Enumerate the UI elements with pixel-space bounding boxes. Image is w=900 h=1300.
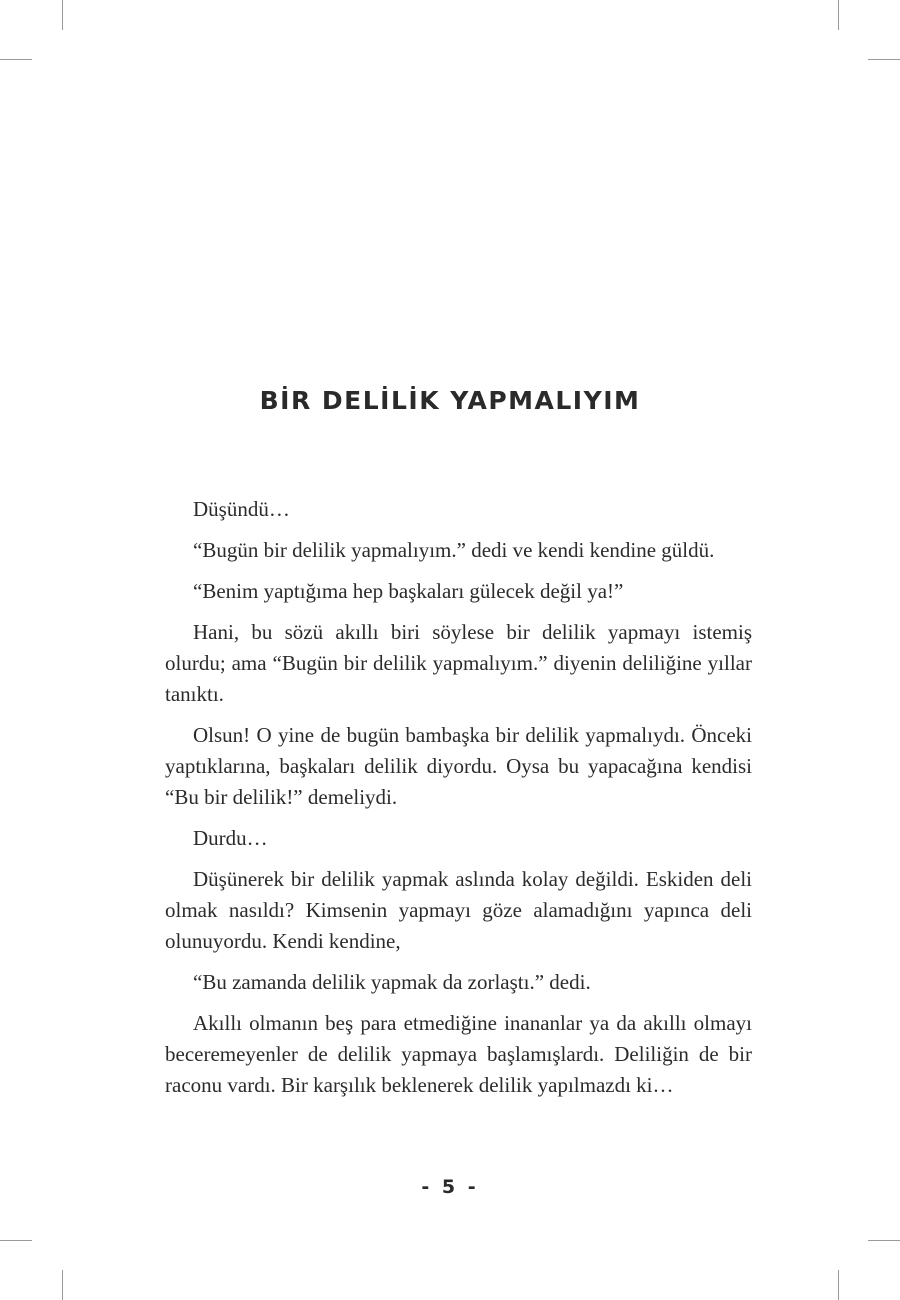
page-number: - 5 - — [421, 1176, 479, 1198]
crop-mark-top-right — [838, 0, 839, 30]
paragraph: Akıllı olmanın beş para etmediğine inananlar ya da akıllı olmayı beceremeyenler de delilik yapmaya başlamışlardı. Deliliğin de bir raconu vardı. Bir karşılık beklenerek delilik yapılmazdı ki… — [165, 1011, 752, 1097]
paragraph: Olsun! O yine de bugün bambaşka bir delilik yapmalıydı. Önceki yaptıklarına, başkaları delilik diyordu. Oysa bu yapacağına kendisi “Bu bir delilik!” demeliydi. — [165, 723, 752, 809]
crop-mark-right-top — [868, 59, 900, 60]
crop-mark-top-left — [62, 0, 63, 30]
text-body — [165, 494, 752, 1111]
paragraph: “Bugün bir delilik yapmalıyım.” dedi ve kendi kendine güldü. — [193, 538, 715, 562]
paragraph: Düşündü… — [193, 497, 290, 521]
paragraph: Durdu… — [193, 826, 268, 850]
paragraph: Hani, bu sözü akıllı biri söylese bir delilik yapmayı istemiş olurdu; ama “Bugün bir delilik yapmalıyım.” diyenin deliliğine yıllar tanıktı. — [165, 620, 752, 706]
paragraph: “Bu zamanda delilik yapmak da zorlaştı.” dedi. — [193, 970, 591, 994]
paragraph: “Benim yaptığıma hep başkaları gülecek değil ya!” — [193, 579, 624, 603]
chapter-title: BİR DELİLİK YAPMALIYIM — [259, 386, 641, 415]
crop-mark-bottom-right — [838, 1270, 839, 1300]
crop-mark-right-bottom — [868, 1240, 900, 1241]
crop-mark-left-top — [0, 59, 32, 60]
crop-mark-left-bottom — [0, 1240, 32, 1241]
crop-mark-bottom-left — [62, 1270, 63, 1300]
paragraph: Düşünerek bir delilik yapmak aslında kolay değildi. Eskiden deli olmak nasıldı? Kimsenin yapmayı göze alamadığını yapınca deli olunuyordu. Kendi kendine, — [165, 867, 752, 953]
